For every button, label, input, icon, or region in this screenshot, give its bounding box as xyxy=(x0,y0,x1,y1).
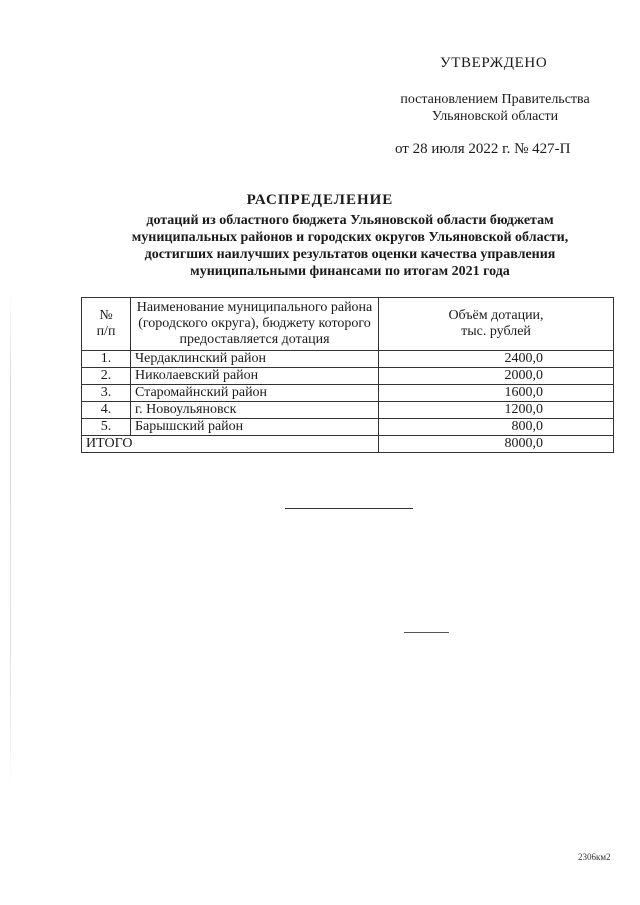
approval-stamp-heading: УТВЕРЖДЕНО xyxy=(440,55,548,71)
row-district-name: Барышский район xyxy=(131,419,379,436)
header-cell-name xyxy=(131,298,379,351)
table-row xyxy=(82,351,614,368)
header-number-line-2: п/п xyxy=(96,324,116,339)
row-district-name: Старомайнский район xyxy=(131,385,379,402)
row-number: 2. xyxy=(82,368,131,385)
row-district-name: Чердаклинский район xyxy=(131,351,379,368)
row-subsidy-value: 2000,0 xyxy=(379,368,614,385)
table-row xyxy=(82,402,614,419)
header-cell-number xyxy=(82,298,131,351)
decree-date: от 28 июля 2022 г. № 427-П xyxy=(395,141,571,157)
distribution-table xyxy=(81,297,614,453)
subtitle-line-3: достигших наилучших результатов оценки качества управления xyxy=(144,247,556,262)
total-label: ИТОГО xyxy=(82,436,379,453)
table-row xyxy=(82,368,614,385)
separator-line xyxy=(404,632,449,633)
row-district-name: г. Новоульяновск xyxy=(131,402,379,419)
header-value-line-1: Объём дотации, xyxy=(448,308,544,323)
row-district-name: Николаевский район xyxy=(131,368,379,385)
decree-line-2: Ульяновской области xyxy=(431,109,559,124)
document-title: РАСПРЕДЕЛЕНИЕ xyxy=(246,192,394,208)
document-subtitle xyxy=(90,212,610,280)
total-value: 8000,0 xyxy=(379,436,614,453)
row-subsidy-value: 800,0 xyxy=(379,419,614,436)
subtitle-line-4: муниципальными финансами по итогам 2021 года xyxy=(190,264,510,279)
header-number-line-1: № xyxy=(99,308,113,323)
row-number: 5. xyxy=(82,419,131,436)
header-cell-value xyxy=(379,298,614,351)
row-number: 4. xyxy=(82,402,131,419)
subtitle-line-1: дотаций из областного бюджета Ульяновской области бюджетам xyxy=(146,213,554,228)
end-of-document-line xyxy=(285,508,413,509)
row-subsidy-value: 1600,0 xyxy=(379,385,614,402)
header-name-line-1: Наименование муниципального района xyxy=(136,300,373,315)
table-row xyxy=(82,419,614,436)
row-subsidy-value: 1200,0 xyxy=(379,402,614,419)
header-name-line-2: (городского округа), бюджету которого xyxy=(138,316,371,331)
decree-reference xyxy=(370,91,620,125)
table-header-row xyxy=(82,298,614,351)
table-row xyxy=(82,385,614,402)
subtitle-line-2: муниципальных районов и городских округов Ульяновской области, xyxy=(131,230,569,245)
header-value-line-2: тыс. рублей xyxy=(461,324,531,339)
row-number: 1. xyxy=(82,351,131,368)
scan-edge-mark xyxy=(10,290,11,790)
table-total-row xyxy=(82,436,614,453)
row-number: 3. xyxy=(82,385,131,402)
decree-line-1: постановлением Правительства xyxy=(400,92,590,107)
footer-document-code: 2306км2 xyxy=(578,852,611,862)
header-name-line-3: предоставляется дотация xyxy=(179,332,330,347)
row-subsidy-value: 2400,0 xyxy=(379,351,614,368)
